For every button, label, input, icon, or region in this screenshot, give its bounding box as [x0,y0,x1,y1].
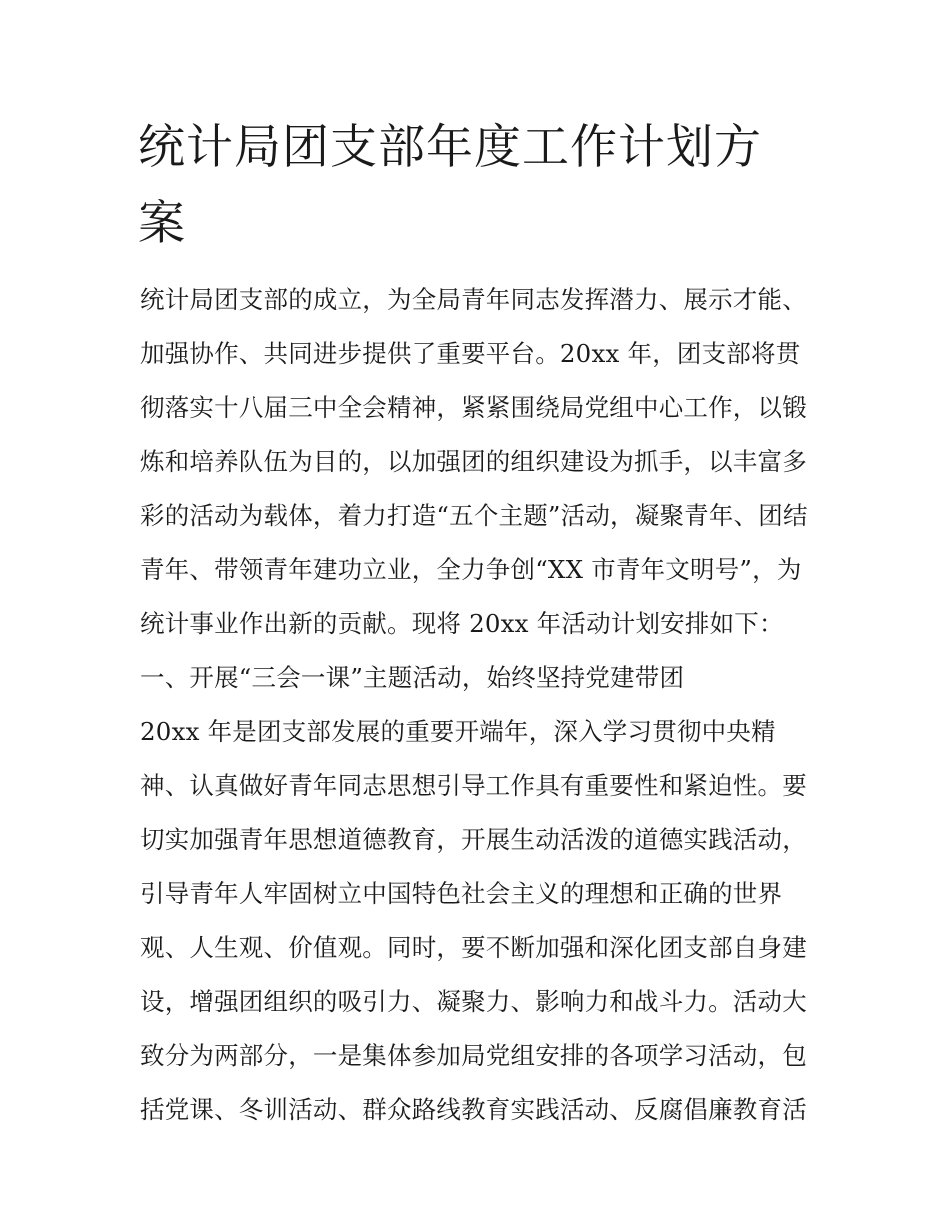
body-line: 彩的活动为载体，着力打造“五个主题”活动，凝聚青年、团结 [140,501,808,530]
body-line: 引导青年人牢固树立中国特色社会主义的理想和正确的世界 [140,879,783,908]
body-line: 青年、带领青年建功立业，全力争创“XX 市青年文明号”，为 [140,555,802,584]
body-line: 统计事业作出新的贡献。现将 20xx 年活动计划安排如下： [140,609,784,638]
body-line: 炼和培养队伍为目的，以加强团的组织建设为抓手，以丰富多 [140,447,807,476]
body-line: 20xx 年是团支部发展的重要开端年，深入学习贯彻中央精 [140,717,776,746]
body-line: 切实加强青年思想道德教育，开展生动活泼的道德实践活动， [140,825,807,854]
section-heading: 一、开展“三会一课”主题活动，始终坚持党建带团 [140,663,685,692]
body-line: 加强协作、共同进步提供了重要平台。20xx 年，团支部将贯 [140,339,801,368]
body-line: 统计局团支部的成立，为全局青年同志发挥潜力、展示才能、 [140,285,807,314]
document-title [138,110,818,262]
title-line: 统计局团支部年度工作计划方 [138,120,762,175]
title-line: 案 [138,196,186,251]
body-line: 致分为两部分，一是集体参加局党组安排的各项学习活动，包 [140,1041,807,1070]
body-line: 彻落实十八届三中全会精神，紧紧围绕局党组中心工作，以锻 [140,393,807,422]
body-line: 括党课、冬训活动、群众路线教育实践活动、反腐倡廉教育活 [140,1095,807,1124]
body-line: 观、人生观、价值观。同时，要不断加强和深化团支部自身建 [140,933,807,962]
body-line: 设，增强团组织的吸引力、凝聚力、影响力和战斗力。活动大 [140,987,807,1016]
body-line: 神、认真做好青年同志思想引导工作具有重要性和紧迫性。要 [140,771,807,800]
document-body [140,284,830,1148]
